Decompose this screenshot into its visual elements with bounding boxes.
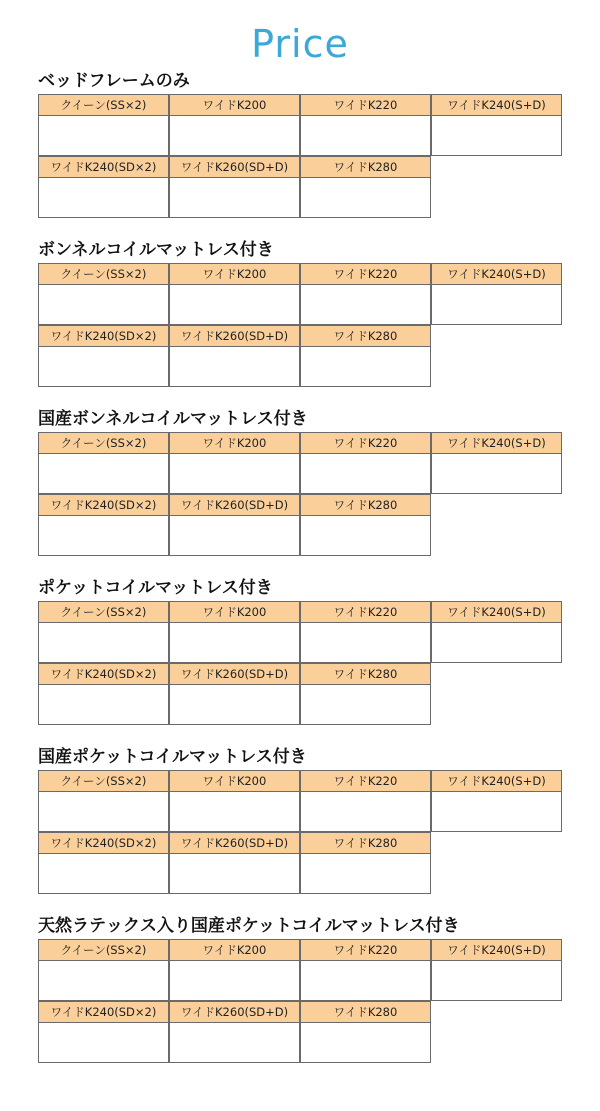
price-value bbox=[38, 346, 169, 387]
price-value bbox=[169, 177, 300, 218]
price-cell bbox=[431, 770, 562, 832]
size-label: クイーン(SS×2) bbox=[38, 601, 169, 623]
price-value bbox=[169, 622, 300, 663]
size-label: クイーン(SS×2) bbox=[38, 94, 169, 116]
price-value bbox=[300, 346, 431, 387]
size-label: ワイドK280 bbox=[300, 325, 431, 347]
price-value bbox=[169, 791, 300, 832]
section-title: ボンネルコイルマットレス付き bbox=[38, 240, 274, 260]
price-value bbox=[431, 115, 562, 156]
size-label: クイーン(SS×2) bbox=[38, 770, 169, 792]
size-label: クイーン(SS×2) bbox=[38, 432, 169, 454]
price-cell bbox=[300, 325, 431, 387]
price-value bbox=[169, 346, 300, 387]
price-value bbox=[169, 684, 300, 725]
size-label: ワイドK280 bbox=[300, 663, 431, 685]
price-cell bbox=[38, 94, 169, 156]
price-value bbox=[300, 284, 431, 325]
price-value bbox=[431, 453, 562, 494]
price-cell bbox=[38, 156, 169, 218]
size-label: クイーン(SS×2) bbox=[38, 263, 169, 285]
size-label: ワイドK240(SD×2) bbox=[38, 156, 169, 178]
size-label: ワイドK200 bbox=[169, 94, 300, 116]
price-cell bbox=[38, 832, 169, 894]
price-value bbox=[38, 284, 169, 325]
size-label: ワイドK260(SD+D) bbox=[169, 832, 300, 854]
size-label: ワイドK200 bbox=[169, 601, 300, 623]
size-label: ワイドK280 bbox=[300, 1001, 431, 1023]
section-title: 国産ポケットコイルマットレス付き bbox=[38, 747, 307, 767]
price-value bbox=[300, 453, 431, 494]
price-value bbox=[300, 515, 431, 556]
size-label: ワイドK280 bbox=[300, 494, 431, 516]
price-value bbox=[38, 622, 169, 663]
price-value bbox=[300, 177, 431, 218]
price-cell bbox=[38, 770, 169, 832]
price-value bbox=[431, 622, 562, 663]
price-value bbox=[169, 960, 300, 1001]
size-label: ワイドK260(SD+D) bbox=[169, 1001, 300, 1023]
price-cell bbox=[38, 601, 169, 663]
price-cell bbox=[38, 494, 169, 556]
price-value bbox=[300, 791, 431, 832]
size-label: ワイドK240(S+D) bbox=[431, 432, 562, 454]
size-label: ワイドK260(SD+D) bbox=[169, 325, 300, 347]
price-cell bbox=[300, 494, 431, 556]
size-label: ワイドK240(SD×2) bbox=[38, 494, 169, 516]
size-label: ワイドK200 bbox=[169, 939, 300, 961]
price-value bbox=[169, 853, 300, 894]
price-value bbox=[300, 622, 431, 663]
size-label: ワイドK200 bbox=[169, 770, 300, 792]
price-cell bbox=[431, 939, 562, 1001]
price-value bbox=[300, 853, 431, 894]
size-label: ワイドK220 bbox=[300, 432, 431, 454]
price-value bbox=[38, 177, 169, 218]
price-value bbox=[38, 453, 169, 494]
price-cell bbox=[300, 601, 431, 663]
size-label: ワイドK240(SD×2) bbox=[38, 1001, 169, 1023]
price-value bbox=[169, 284, 300, 325]
page-title: Price bbox=[251, 22, 349, 66]
size-label: ワイドK240(SD×2) bbox=[38, 832, 169, 854]
section-title: ベッドフレームのみ bbox=[38, 71, 190, 91]
size-label: ワイドK280 bbox=[300, 832, 431, 854]
price-value bbox=[431, 284, 562, 325]
price-cell bbox=[38, 1001, 169, 1063]
size-label: ワイドK220 bbox=[300, 94, 431, 116]
size-label: ワイドK260(SD+D) bbox=[169, 156, 300, 178]
size-label: クイーン(SS×2) bbox=[38, 939, 169, 961]
price-cell bbox=[300, 663, 431, 725]
price-cell bbox=[300, 432, 431, 494]
price-value bbox=[169, 515, 300, 556]
price-value bbox=[169, 453, 300, 494]
size-label: ワイドK200 bbox=[169, 432, 300, 454]
price-cell bbox=[169, 263, 300, 325]
price-value bbox=[431, 960, 562, 1001]
size-label: ワイドK220 bbox=[300, 601, 431, 623]
price-cell bbox=[169, 770, 300, 832]
price-value bbox=[300, 115, 431, 156]
section-title: 国産ボンネルコイルマットレス付き bbox=[38, 409, 308, 429]
price-value bbox=[38, 791, 169, 832]
size-label: ワイドK220 bbox=[300, 263, 431, 285]
size-label: ワイドK240(S+D) bbox=[431, 770, 562, 792]
price-cell bbox=[431, 432, 562, 494]
size-label: ワイドK240(S+D) bbox=[431, 939, 562, 961]
size-label: ワイドK260(SD+D) bbox=[169, 494, 300, 516]
price-cell bbox=[169, 94, 300, 156]
price-cell bbox=[169, 832, 300, 894]
price-value bbox=[38, 1022, 169, 1063]
price-cell bbox=[431, 263, 562, 325]
size-label: ワイドK280 bbox=[300, 156, 431, 178]
price-cell bbox=[431, 601, 562, 663]
price-value bbox=[169, 115, 300, 156]
price-cell bbox=[300, 770, 431, 832]
price-cell bbox=[300, 94, 431, 156]
price-cell bbox=[38, 939, 169, 1001]
price-value bbox=[431, 791, 562, 832]
size-label: ワイドK220 bbox=[300, 939, 431, 961]
price-cell bbox=[38, 432, 169, 494]
price-cell bbox=[169, 663, 300, 725]
price-cell bbox=[300, 156, 431, 218]
price-cell bbox=[300, 939, 431, 1001]
size-label: ワイドK260(SD+D) bbox=[169, 663, 300, 685]
size-label: ワイドK220 bbox=[300, 770, 431, 792]
size-label: ワイドK240(S+D) bbox=[431, 94, 562, 116]
section-title: ポケットコイルマットレス付き bbox=[38, 578, 273, 598]
price-value bbox=[300, 684, 431, 725]
price-cell bbox=[300, 263, 431, 325]
price-value bbox=[300, 960, 431, 1001]
section-title: 天然ラテックス入り国産ポケットコイルマットレス付き bbox=[38, 916, 460, 936]
price-value bbox=[169, 1022, 300, 1063]
size-label: ワイドK240(S+D) bbox=[431, 263, 562, 285]
price-cell bbox=[431, 94, 562, 156]
price-value bbox=[38, 515, 169, 556]
price-cell bbox=[169, 325, 300, 387]
size-label: ワイドK240(SD×2) bbox=[38, 663, 169, 685]
price-value bbox=[38, 115, 169, 156]
price-cell bbox=[38, 263, 169, 325]
price-value bbox=[38, 684, 169, 725]
price-cell bbox=[169, 1001, 300, 1063]
size-label: ワイドK200 bbox=[169, 263, 300, 285]
price-cell bbox=[300, 1001, 431, 1063]
price-value bbox=[38, 960, 169, 1001]
price-value bbox=[300, 1022, 431, 1063]
price-cell bbox=[169, 494, 300, 556]
price-cell bbox=[169, 601, 300, 663]
price-cell bbox=[300, 832, 431, 894]
size-label: ワイドK240(S+D) bbox=[431, 601, 562, 623]
price-value bbox=[38, 853, 169, 894]
size-label: ワイドK240(SD×2) bbox=[38, 325, 169, 347]
price-cell bbox=[38, 325, 169, 387]
price-cell bbox=[169, 939, 300, 1001]
price-cell bbox=[169, 432, 300, 494]
price-cell bbox=[38, 663, 169, 725]
price-cell bbox=[169, 156, 300, 218]
